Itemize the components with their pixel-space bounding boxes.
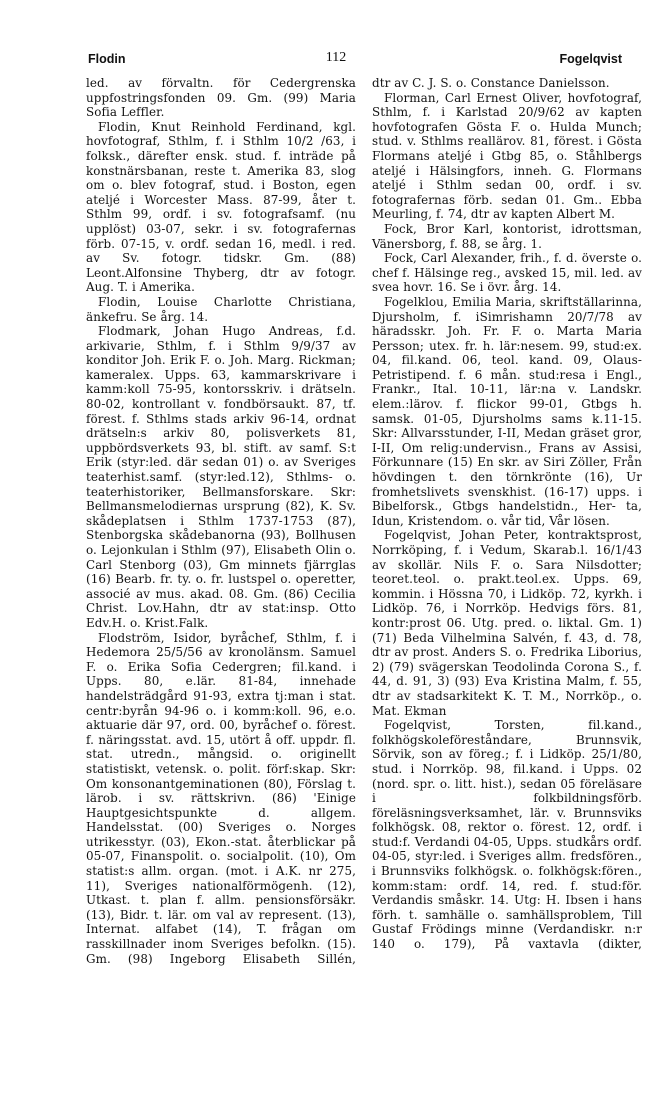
entry-flodstrom: Flodström, Isidor, byråchef, Sthlm, f. i Hedemora 25/5/56 av kronolänsm. Samuel F. o. Erika Sofia Cedergren; fil.kand. i Upps. 80, e.lär. 81-84, innehade handelsträdgård 91-93, extra tj:man i stat. centr:byrån 94-96 o. i komm:koll. 96, e.o. aktuarie där 97, ord. 00, byråchef o. förest. f. näringsstat. avd. 15, utört å off. uppdr. fl. stat. utredn., mångsid. o. originellt statistiskt, vetensk. o. polit. förf:skap. Skr: Om konsonantgeminationen (80), Förslag t. lärob. i sv. rättskrivn. (86) 'Einige Hauptgesichtspunkte d. allgem. Handelsstat. (00) Sveriges o. Norges utrikesstyr. (03), Ekon.-stat. återblickar på 05-07, Finanspolit. o. socialpolit. (10), Om statist:s allm. organ. (mot. i A.K. nr 275, 11), Sveriges nationalförmögenh. (12), Utkast. t. plan f. allm. pensionsförsäkr. (13), Bidr. t. lär. om val av represent. (13), Internat. alfabet (14), T. frågan om rasskillnader inom Sveriges befolkn. (15). Gm. (98) Ingeborg Elisabeth Sillén, bbox=[86, 630, 356, 966]
running-head-right: Fogelqvist bbox=[559, 52, 622, 66]
entry-flodin-louise: Flodin, Louise Charlotte Christiana, änkefru. Se årg. 14. bbox=[86, 294, 356, 324]
page-number: 112 bbox=[325, 50, 347, 65]
entry-continuation: dtr av C. J. S. o. Constance Danielsson. bbox=[372, 76, 610, 90]
entry-continuation: led. av förvaltn. för Cedergrenska uppfostringsfonden 09. Gm. (99) Maria Sofia Leffler. bbox=[86, 76, 356, 120]
entry-fock-carl: Fock, Carl Alexander, frih., f. d. överste o. chef f. Hälsinge reg., avsked 15, mil. led. av svea hovr. 16. Se i övr. årg. 14. bbox=[372, 251, 642, 295]
left-column bbox=[86, 76, 356, 966]
entry-flodin-knut: Flodin, Knut Reinhold Ferdinand, kgl. hovfotograf, Sthlm, f. i Sthlm 10/2 /63, i folksk., därefter ensk. stud. f. inträde på konstnärsbanan, reste t. Amerika 83, slog om o. blev fotograf, stud. i Boston, egen ateljé i Worcester Mass. 87-99, åter t. Sthlm 99, ordf. i sv. fotografsamf. (nu upplöst) 03-07, sekr. i sv. fotografernas förb. 07-15, v. ordf. sedan 16, medl. i red. av Sv. fotogr. tidskr. Gm. (88) Leont.Alfonsine Thyberg, dtr av fotogr. Aug. T. i Amerika. bbox=[86, 119, 356, 295]
right-column bbox=[372, 76, 642, 952]
entry-fogelqvist-johan: Fogelqvist, Johan Peter, kontraktsprost, Norrköping, f. i Vedum, Skarab.l. 16/1/43 av skollär. Nils F. o. Sara Nilsdotter; teoret.teol. o. prakt.teol.ex. Upps. 69, kommin. i Hössna 70, i Lidköp. 72, kyrkh. i Lidköp. 76, i Norrköp. Hedvigs förs. 81, kontr:prost 06. Utg. pred. o. liktal. Gm. 1)(71) Beda Vilhelmina Salvén, f. 43, d. 78, dtr av prost. Anders S. o. Fredrika Liborius, 2) (79) svägerskan Teodolinda Corona S., f. 44, d. 91, 3) (93) Eva Kristina Malm, f. 55, dtr av stadsarkitekt K. T. M., Norrköp., o. Mat. Ekman bbox=[372, 528, 642, 718]
entry-fogelqvist-torsten: Fogelqvist, Torsten, fil.kand., folkhögskoleföreståndare, Brunnsvik, Sörvik, son av föreg.; f. i Lidköp. 25/1/80, stud. i Norrköp. 98, fil.kand. i Upps. 02 (nord. spr. o. litt. hist.), sedan 05 föreläsare i folkbildningsförb. föreläsningsverksamhet, lär. v. Brunnsviks folkhögsk. 08, rektor o. förest. 12, ordf. i stud:f. Verdandi 04-05, Upps. studkårs ordf. 04-05, styr:led. i Sveriges allm. fredsfören., i Brunnsviks folkhögsk. o. folkhögsk:fören., komm:stam: ordf. 14, red. f. stud:för. Verdandis småskr. 14. Utg: H. Ibsen i hans förh. t. samhälle o. samhällsproblem, Till Gustaf Frödings minne (Verdandiskr. n:r 140 o. 179), På vaxtavla (dikter, bbox=[372, 718, 642, 952]
entry-florman: Florman, Carl Ernest Oliver, hovfotograf, Sthlm, f. i Karlstad 20/9/62 av kapten hovfotografen Gösta F. o. Hulda Munch; stud. v. Sthlms reallärov. 81, förest. i Gösta Flormans ateljé i Gtbg 85, o. Ståhlbergs ateljé i Hälsingfors, inneh. G. Flormans ateljé i Sthlm sedan 00, ordf. i sv. fotografernas förb. sedan 01. Gm.. Ebba Meurling, f. 74, dtr av kapten Albert M. bbox=[372, 90, 642, 222]
entry-fogelklou: Fogelklou, Emilia Maria, skriftställarinna, Djursholm, f. iSimrishamn 20/7/78 av häradsskr. Joh. Fr. F. o. Marta Maria Persson; utex. fr. h. lär:nesem. 99, stud:ex. 04, fil.kand. 06, teol. kand. 09, Olaus-Petristipend. f. 6 mån. stud:resa i Engl., Frankr., Ital. 10-11, lär:na v. Landskr. elem.:lärov. f. flickor 99-01, Gtbgs h. samsk. 01-05, Djursholms sams k.11-15. Skr: Allvarsstunder, I-II, Medan gräset gror, I-II, Om relig:undervisn., Frans av Assisi, Förkunnare (15) En skr. av Siri Zöller, Från hövdingen t. den törnkrönte (16), Ur fromhetslivets svenskhist. (16-17) upps. i Bibelforsk., Gtbgs handelstidn., Her- ta, Idun, Kristendom. o. vår tid, Vår lösen. bbox=[372, 294, 642, 528]
running-head-left: Flodin bbox=[88, 52, 126, 66]
entry-fock-bror: Fock, Bror Karl, kontorist, idrottsman, Vänersborg, f. 88, se årg. 1. bbox=[372, 221, 642, 251]
entry-flodmark: Flodmark, Johan Hugo Andreas, f.d. arkivarie, Sthlm, f. i Sthlm 9/9/37 av konditor Joh. Erik F. o. Joh. Marg. Rickman; kameralex. Upps. 63, kammarskrivare i kamm:koll 75-95, kontorsskriv. i drätseln. 80-02, kontrollant v. fondbörsaukt. 87, tf. förest. f. Sthlms stads arkiv 96-14, ordnat drätseln:s arkiv 80, polisverkets 81, uppbördsverkets 93, bl. stift. av samf. S:t Erik (styr:led. där sedan 01) o. av Sveriges teaterhist.samf. (styr:led.12), Sthlms- o. teaterhistoriker, Bellmansforskare. Skr: Bellmansmelodiernas ursprung (82), K. Sv. skådeplatsen i Sthlm 1737-1753 (87), Stenborgska skådebanorna (93), Bollhusen o. Lejonkulan i Sthlm (97), Elisabeth Olin o. Carl Stenborg (03), Gm minnets fjärrglas (16) Bearb. fr. ty. o. fr. lustspel o. operetter, associé av mus. akad. 08. Gm. (86) Cecilia Christ. Lov.Hahn, dtr av stat:insp. Otto Edv.H. o. Krist.Falk. bbox=[86, 324, 356, 630]
